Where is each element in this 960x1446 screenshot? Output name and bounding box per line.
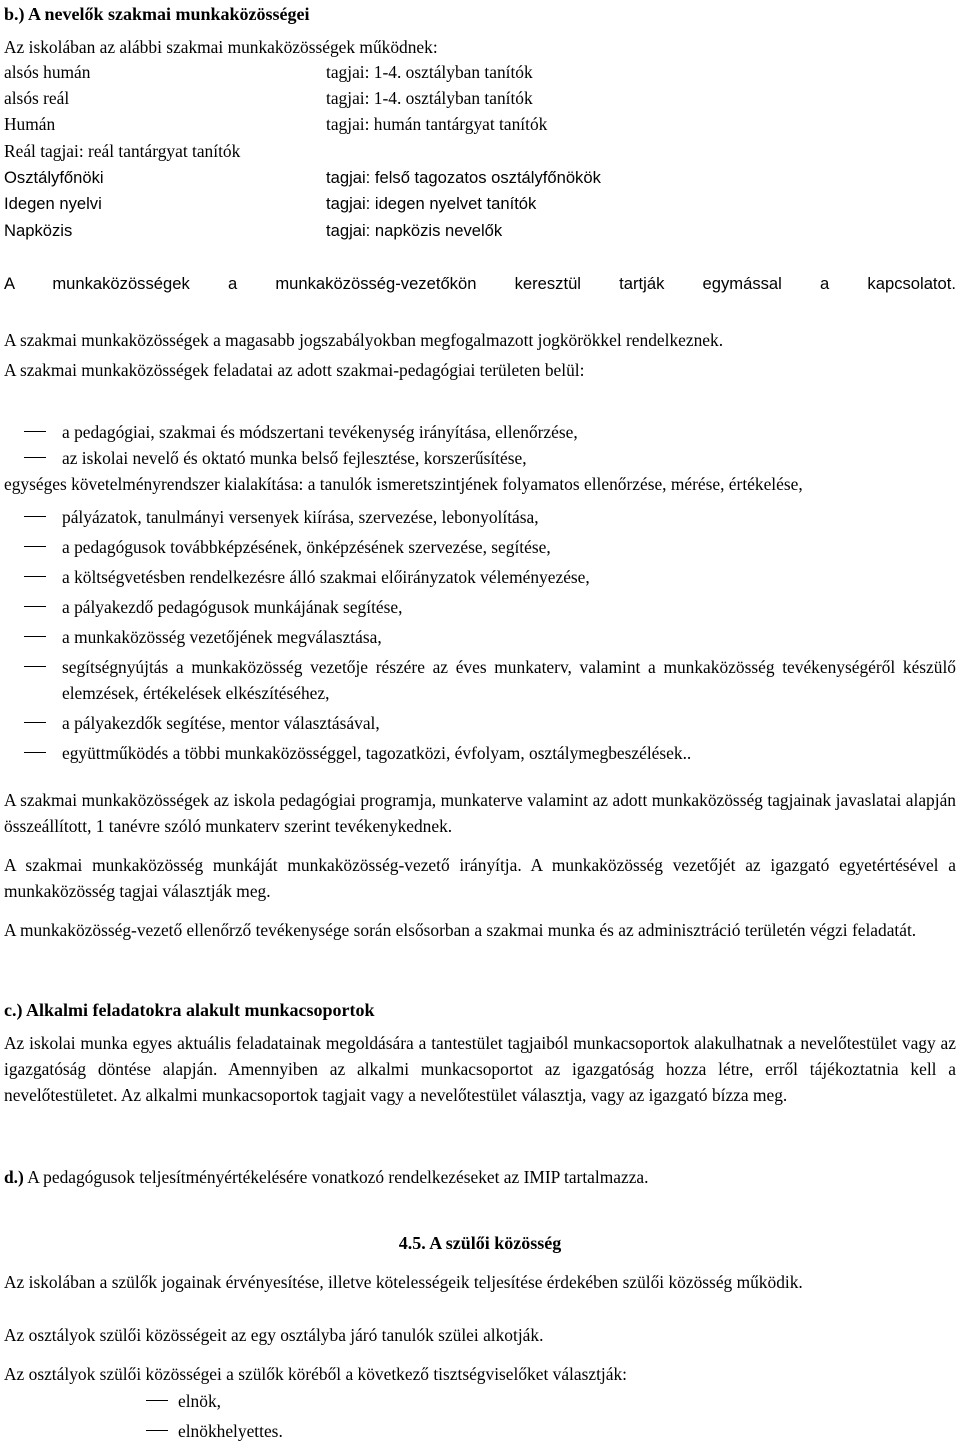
control-paragraph: A munkaközösség-vezető ellenőrző tevékenysége során elsősorban a szakmai munka és az adminisztráció területén végzi feladatát. <box>4 920 917 940</box>
dash-bullet-icon <box>24 606 46 607</box>
section-45-p1: Az iskolában a szülők jogainak érvényesítése, illetve kötelességeik teljesítése érdekében szülői közösség működik. <box>4 1272 803 1292</box>
list-item: elnökhelyettes. <box>124 1418 956 1444</box>
leader-paragraph: A szakmai munkaközösség munkáját munkaközösség-vezető irányítja. A munkaközösség vezetőjét az igazgató egyetértésével a munkaközösség tagjai választják meg. <box>4 855 956 901</box>
dash-bullet-icon <box>24 457 46 458</box>
list-item: a pályakezdők segítése, mentor választásával, <box>4 710 956 736</box>
community-members: tagjai: napközis nevelők <box>326 221 503 240</box>
community-row <box>4 165 956 191</box>
dash-bullet-icon <box>146 1430 168 1431</box>
list-item: a pályakezdő pedagógusok munkájának segítése, <box>4 594 956 620</box>
dash-bullet-icon <box>24 431 46 432</box>
section-c-heading: Alkalmi feladatokra alakult munkacsoportok <box>26 1000 375 1020</box>
dash-bullet-icon <box>24 752 46 753</box>
tasks-list <box>4 419 956 497</box>
community-name: Napközis <box>4 221 73 240</box>
section-d-label: d.) <box>4 1167 24 1187</box>
list-item: a pedagógiai, szakmai és módszertani tevékenység irányítása, ellenőrzése, <box>4 419 956 445</box>
list-item: elnök, <box>124 1388 956 1414</box>
section-c-label: c.) <box>4 1000 23 1020</box>
community-row <box>4 59 956 85</box>
tasks-list-cont <box>4 504 956 766</box>
list-item: a munkaközösség vezetőjének megválasztása, <box>4 624 956 650</box>
section-45-p2: Az osztályok szülői közösségeit az egy osztályba járó tanulók szülei alkotják. <box>4 1325 544 1345</box>
dash-bullet-icon <box>24 516 46 517</box>
rights-paragraph: A szakmai munkaközösségek a magasabb jogszabályokban megfogalmazott jogkörökkel rendelkeznek. <box>4 330 724 350</box>
community-members: tagjai: humán tantárgyat tanítók <box>326 114 548 134</box>
community-row <box>4 85 956 111</box>
section-c-title <box>4 997 956 1023</box>
dash-bullet-icon <box>24 722 46 723</box>
dash-bullet-icon <box>24 576 46 577</box>
community-row <box>4 111 956 137</box>
community-name: Reál tagjai: reál tantárgyat tanítók <box>4 141 241 161</box>
section-b-title: b.) A nevelők szakmai munkaközösségei <box>4 4 310 24</box>
list-item: az iskolai nevelő és oktató munka belső fejlesztése, korszerűsítése, <box>4 445 956 471</box>
list-item: együttműködés a többi munkaközösséggel, tagozatközi, évfolyam, osztálymegbeszélések.. <box>4 740 956 766</box>
list-item: segítségnyújtás a munkaközösség vezetője részére az éves munkaterv, valamint a munkaközösség tevékenységéről készülő elemzések, értékelések elkészítéséhez, <box>4 654 956 706</box>
community-members: tagjai: idegen nyelvet tanítók <box>326 194 537 213</box>
officers-list <box>124 1388 956 1444</box>
list-item: a költségvetésben rendelkezésre álló szakmai előirányzatok véleményezése, <box>4 564 956 590</box>
dash-bullet-icon <box>24 666 46 667</box>
community-row <box>4 218 956 244</box>
dash-bullet-icon <box>24 546 46 547</box>
community-members: tagjai: 1-4. osztályban tanítók <box>326 62 533 82</box>
section-d-body: A pedagógusok teljesítményértékelésére vonatkozó rendelkezéseket az IMIP tartalmazza. <box>27 1167 649 1187</box>
communities-intro: Az iskolában az alábbi szakmai munkaközösségek működnek: <box>4 37 438 57</box>
section-45-p3: Az osztályok szülői közösségei a szülők köréből a következő tisztségviselőket választják: <box>4 1364 627 1384</box>
community-name: Humán <box>4 114 56 134</box>
section-45-title: 4.5. A szülői közösség <box>398 1233 562 1253</box>
community-name: alsós humán <box>4 62 91 82</box>
dash-bullet-icon <box>146 1400 168 1401</box>
dash-bullet-icon <box>24 636 46 637</box>
plan-paragraph: A szakmai munkaközösségek az iskola pedagógiai programja, munkaterve valamint az adott munkaközösség tagjainak javaslatai alapján összeállított, 1 tanévre szóló munkaterv szerint tevékenykednek. <box>4 790 956 836</box>
community-name: Osztályfőnöki <box>4 168 104 187</box>
tasks-intro: A szakmai munkaközösségek feladatai az adott szakmai-pedagógiai területen belül: <box>4 360 585 380</box>
community-name: alsós reál <box>4 88 70 108</box>
community-members: tagjai: felső tagozatos osztályfőnökök <box>326 168 601 187</box>
community-members: tagjai: 1-4. osztályban tanítók <box>326 88 533 108</box>
contact-paragraph: A munkaközösségek a munkaközösség-vezetőkön keresztül tartják egymással a kapcsolatot. <box>4 274 956 293</box>
list-item: egységes követelményrendszer kialakítása: a tanulók ismeretszintjének folyamatos ellenőrzése, mérése, értékelése, <box>4 474 803 494</box>
section-c-body: Az iskolai munka egyes aktuális feladatainak megoldására a tantestület tagjaiból munkacsoportok alakulhatnak a nevelőtestület vagy az igazgatóság döntése alapján. Amennyiben az alkalmi munkacsoportot az igazgatóság hozza létre, erről tájékoztatnia kell a nevelőtestületet. Az alkalmi munkacsoportok tagjait vagy a nevelőtestület választja, vagy az igazgató bízza meg. <box>4 1033 956 1105</box>
list-item: pályázatok, tanulmányi versenyek kiírása, szervezése, lebonyolítása, <box>4 504 956 530</box>
community-name: Idegen nyelvi <box>4 194 102 213</box>
community-row <box>4 191 956 217</box>
list-item: a pedagógusok továbbképzésének, önképzésének szervezése, segítése, <box>4 534 956 560</box>
community-row <box>4 138 956 164</box>
section-d-paragraph <box>4 1164 956 1190</box>
